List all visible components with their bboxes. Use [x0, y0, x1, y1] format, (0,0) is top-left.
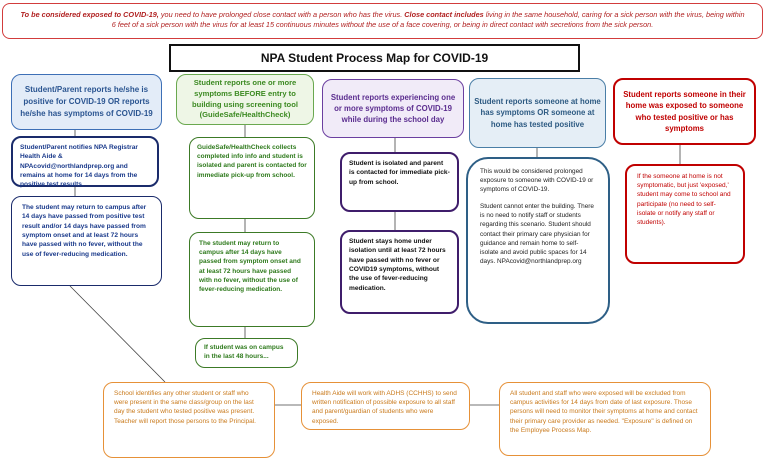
- notice-part2: living in the same household, caring for a sick person with the virus, being within 6 feet of a sick person with the virus for at least 15 continuous minutes without the use of a face covering, or being in direct contact with secretions from the sick person.: [111, 10, 745, 29]
- during-day-isolate-step: Student is isolated and parent is contacted for immediate pick-up from school.: [340, 152, 459, 212]
- during-day-header: Student reports experiencing one or more symptoms of COVID-19 while during the school day: [322, 79, 464, 138]
- identify-contacts-step: School identifies any other student or staff who were present in the same class/group on the last day the student who tested positive was present. Teacher will report those persons to the Principal.: [103, 382, 275, 458]
- home-tested-exposure-step: [466, 157, 610, 324]
- on-campus-check: If student was on campus in the last 48 hours...: [195, 338, 298, 368]
- notice-bold-start: To be considered exposed to COVID-19,: [20, 10, 159, 19]
- home-exposed-header: Student reports someone in their home was exposed to someone who tested positive or has symptoms: [613, 78, 756, 145]
- notice-bold-mid: Close contact includes: [404, 10, 484, 19]
- home-tested-exposure-note: This would be considered prolonged exposure to someone with COVID-19 or symptoms of COVID-19.: [480, 168, 594, 194]
- exclude-exposed-step: All student and staff who were exposed will be excluded from campus activities for 14 days from date of last exposure. Those persons will need to monitor their symptoms at home and contact their primary care provider as needed. "Exposure" is defined on the Employee Process Map.: [499, 382, 711, 456]
- before-entry-return-step: The student may return to campus after 14 days have passed from symptom onset and at least 72 hours have passed with no fever, without the use of fever-reducing medication.: [189, 232, 315, 327]
- home-exposed-guidance-step: If the someone at home is not symptomatic, but just 'exposed,' student may come to school and participate (no need to self-isolate or notify any staff or students).: [625, 164, 745, 264]
- before-entry-isolate-step: GuideSafe/HealthCheck collects completed info info and student is isolated and parent is contacted for immediate pick-up from school.: [189, 137, 315, 219]
- positive-notify-step: Student/Parent notifies NPA Registrar Health Aide & NPAcovid@northlandprep.org and remains at home for 14 days from the positive test results.: [11, 136, 159, 187]
- before-entry-header: Student reports one or more symptoms BEFORE entry to building using screening tool (GuideSafe/HealthCheck): [176, 74, 314, 125]
- connector: [70, 286, 165, 382]
- home-tested-instructions: Student cannot enter the building. There is no need to notify staff or students regarding this scenario. Student should contact their primary care physician for guidance and remain home to self-isolate and avoid public spaces for 14 days. NPAcovid@northlandprep.org: [480, 203, 594, 265]
- during-day-isolation-step: Student stays home under isolation until at least 72 hours have passed with no fever or COVID19 symptoms, without the use of fever-reducing medication.: [340, 230, 459, 314]
- notify-exposure-step: Health Aide will work with ADHS (CCHHS) to send written notification of possible exposure to all staff and parent/guardian of students who were exposed.: [301, 382, 470, 430]
- page-title: NPA Student Process Map for COVID-19: [169, 44, 580, 72]
- exposure-definition-banner: [2, 3, 763, 39]
- positive-return-step: The student may return to campus after 14 days have passed from positive test result and/or 14 days have passed from symptom onset and at least 72 hours have passed with no fever, without the use of fever-reducing medication.: [11, 196, 162, 286]
- home-tested-header: Student reports someone at home has symptoms OR someone at home has tested positive: [469, 78, 606, 148]
- positive-report-header: Student/Parent reports he/she is positive for COVID-19 OR reports he/she has symptoms of COVID-19: [11, 74, 162, 130]
- notice-part1: you need to have prolonged close contact with a person who has the virus.: [158, 10, 405, 19]
